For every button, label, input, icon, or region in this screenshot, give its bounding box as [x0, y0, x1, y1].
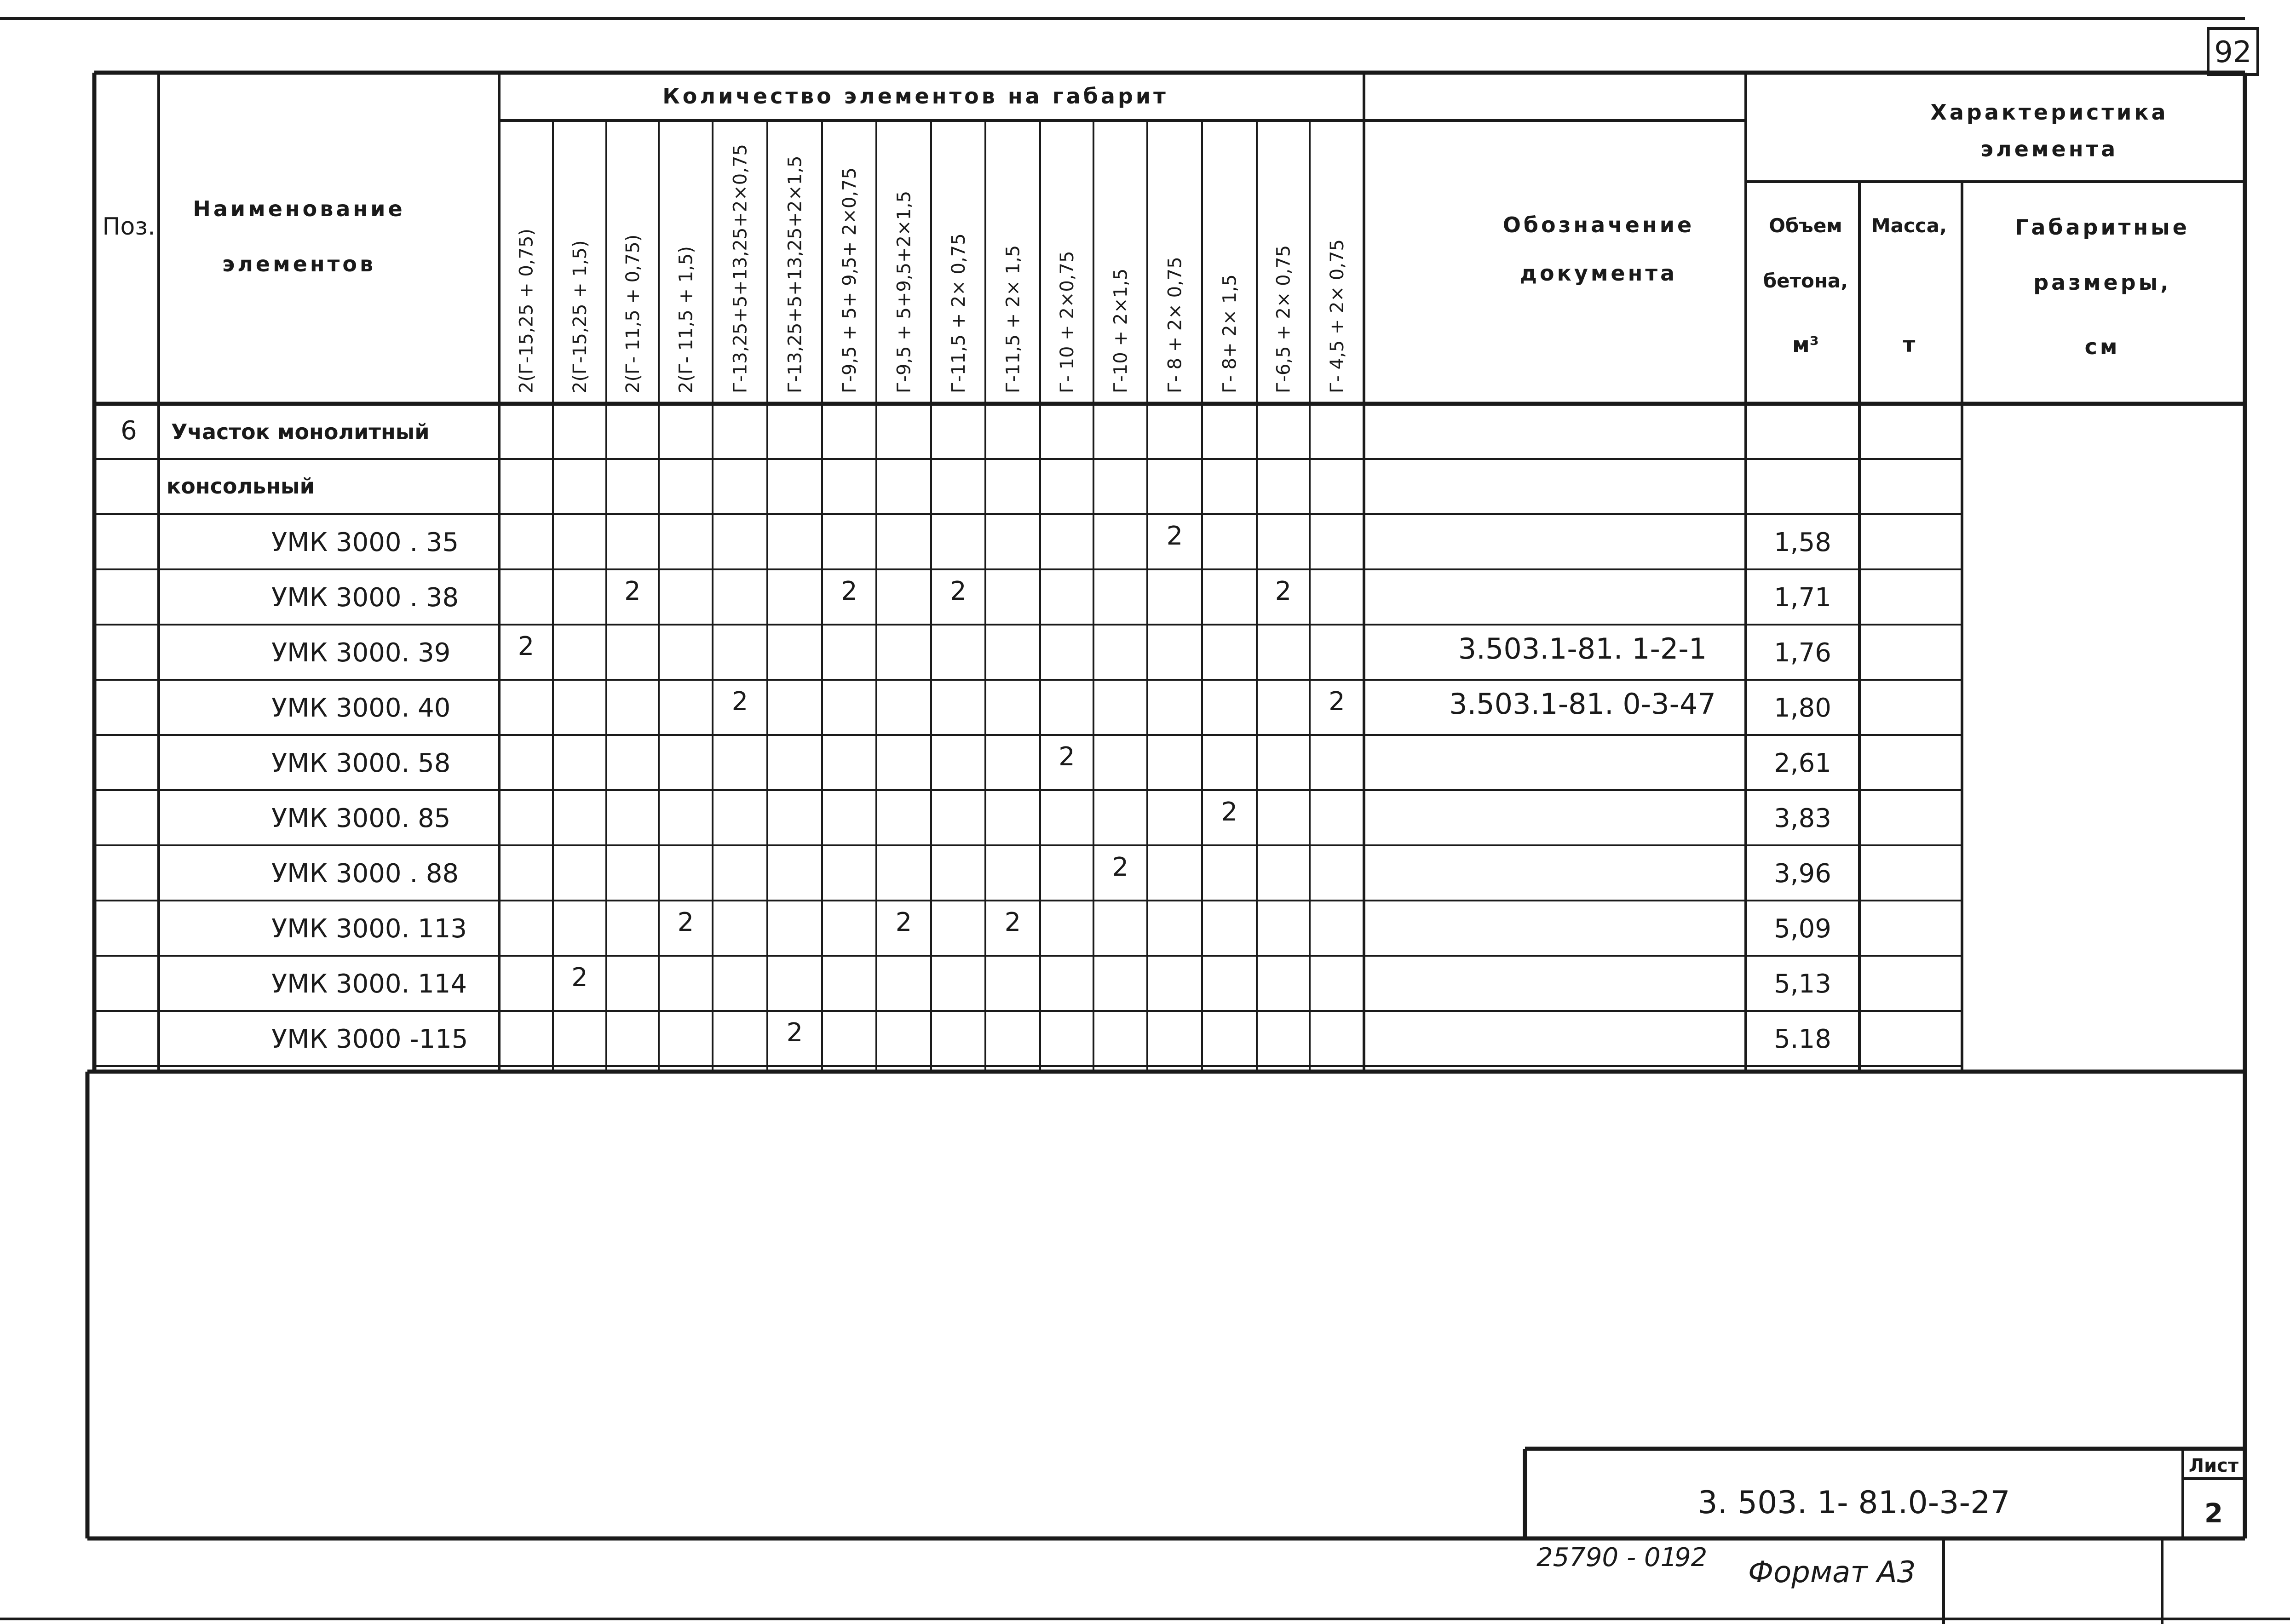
- row-qty: 2: [518, 631, 535, 661]
- group-pos: 6: [121, 416, 137, 446]
- row-qty: 2: [950, 576, 967, 606]
- row-volume: 3,83: [1774, 803, 1831, 833]
- row-qty: 2: [1329, 687, 1345, 717]
- footer-format: Формат А3: [1748, 1555, 1916, 1590]
- footer-inventory: 25790 - 01: [1536, 1543, 1677, 1572]
- gabarit-label: Г-13,25+5+13,25+2×0,75: [730, 144, 751, 393]
- group-title-line1: Участок монолитный: [171, 419, 430, 444]
- gabarit-label: Г-9,5 + 5+9,5+2×1,5: [893, 190, 915, 393]
- header-size-line2: размеры,: [2033, 270, 2171, 295]
- header-size-line1: Габаритные: [2015, 215, 2190, 240]
- gabarit-label: 2(Г-15,25 + 1,5): [570, 240, 591, 393]
- title-block-sheet-label: Лист: [2188, 1455, 2239, 1476]
- document-2: 3.503.1-81. 0-3-47: [1449, 687, 1716, 721]
- row-name: УМК 3000 . 88: [271, 859, 459, 889]
- row-qty: 2: [1004, 907, 1021, 937]
- row-name: УМК 3000. 113: [271, 914, 467, 944]
- gabarit-label: Г- 8 + 2× 0,75: [1164, 257, 1186, 393]
- row-qty: 2: [786, 1018, 803, 1048]
- gabarit-label: Г- 10 + 2×0,75: [1057, 251, 1078, 393]
- row-name: УМК 3000. 114: [271, 969, 467, 999]
- row-name: УМК 3000 . 38: [271, 583, 459, 613]
- header-designation-line2: документа: [1519, 261, 1678, 286]
- row-qty: 2: [624, 576, 641, 606]
- gabarit-label: Г- 4,5 + 2× 0,75: [1327, 239, 1348, 393]
- title-block-sheet-number: 2: [2204, 1498, 2223, 1529]
- row-name: УМК 3000. 40: [271, 693, 451, 723]
- header-mass-unit: т: [1903, 332, 1916, 357]
- title-block-doc-code: 3. 503. 1- 81.0-3-27: [1697, 1485, 2010, 1521]
- row-volume: 5,09: [1774, 914, 1831, 944]
- row-volume: 5.18: [1774, 1024, 1831, 1054]
- gabarit-label: 2(Г-15,25 + 0,75): [516, 228, 537, 393]
- header-name-line2: элементов: [222, 252, 376, 276]
- top-sheet-number: 92: [2214, 35, 2252, 69]
- row-qty: 2: [1059, 742, 1075, 772]
- group-title-line2: консольный: [167, 474, 315, 499]
- row-volume: 5,13: [1774, 969, 1831, 999]
- gabarit-label: Г- 8+ 2× 1,5: [1219, 274, 1241, 393]
- header-volume-line2: бетона,: [1763, 270, 1848, 292]
- row-qty: 2: [1112, 852, 1129, 882]
- footer-page: 92: [1674, 1543, 1708, 1572]
- header-pos: Поз.: [102, 213, 155, 241]
- header-mass-line1: Масса,: [1871, 214, 1947, 237]
- row-qty: 2: [731, 687, 748, 717]
- header-volume-unit: м³: [1792, 332, 1819, 357]
- row-volume: 1,58: [1774, 528, 1831, 557]
- row-qty: 2: [677, 907, 694, 937]
- gabarit-label: Г-11,5 + 2× 0,75: [948, 233, 969, 393]
- gabarit-label: Г-11,5 + 2× 1,5: [1002, 245, 1024, 393]
- row-qty: 2: [1221, 797, 1238, 827]
- header-volume-line1: Объем: [1769, 214, 1842, 237]
- row-name: УМК 3000 -115: [271, 1024, 468, 1054]
- row-qty: 2: [841, 576, 857, 606]
- gabarit-label: Г-9,5 + 5+ 9,5+ 2×0,75: [839, 167, 860, 393]
- row-volume: 2,61: [1774, 748, 1831, 778]
- row-qty: 2: [571, 963, 588, 993]
- data-rows: [271, 521, 1831, 1054]
- gabarit-label: Г-6,5 + 2× 0,75: [1273, 245, 1295, 393]
- row-name: УМК 3000 . 35: [271, 528, 459, 557]
- header-name-line1: Наименование: [193, 196, 405, 221]
- row-name: УМК 3000. 85: [271, 803, 451, 833]
- row-qty: 2: [895, 907, 912, 937]
- row-volume: 1,80: [1774, 693, 1831, 723]
- header-char-line2: элемента: [1980, 137, 2118, 161]
- row-name: УМК 3000. 39: [271, 638, 451, 668]
- gabarit-label: Г-10 + 2×1,5: [1110, 268, 1132, 393]
- header-size-unit: см: [2084, 334, 2120, 359]
- gabarit-label: Г-13,25+5+13,25+2×1,5: [784, 155, 806, 393]
- row-qty: 2: [1275, 576, 1292, 606]
- header-designation-line1: Обозначение: [1502, 212, 1695, 237]
- document-1: 3.503.1-81. 1-2-1: [1458, 632, 1707, 666]
- header-qty-title: Количество элементов на габарит: [662, 84, 1168, 109]
- row-volume: 1,76: [1774, 638, 1831, 668]
- header-char-line1: Характеристика: [1930, 100, 2169, 125]
- row-volume: 1,71: [1774, 583, 1831, 613]
- row-name: УМК 3000. 58: [271, 748, 451, 778]
- gabarit-label: 2(Г- 11,5 + 0,75): [622, 234, 644, 393]
- row-qty: 2: [1166, 521, 1183, 551]
- row-volume: 3,96: [1774, 859, 1831, 889]
- gabarit-label: 2(Г- 11,5 + 1,5): [675, 246, 697, 393]
